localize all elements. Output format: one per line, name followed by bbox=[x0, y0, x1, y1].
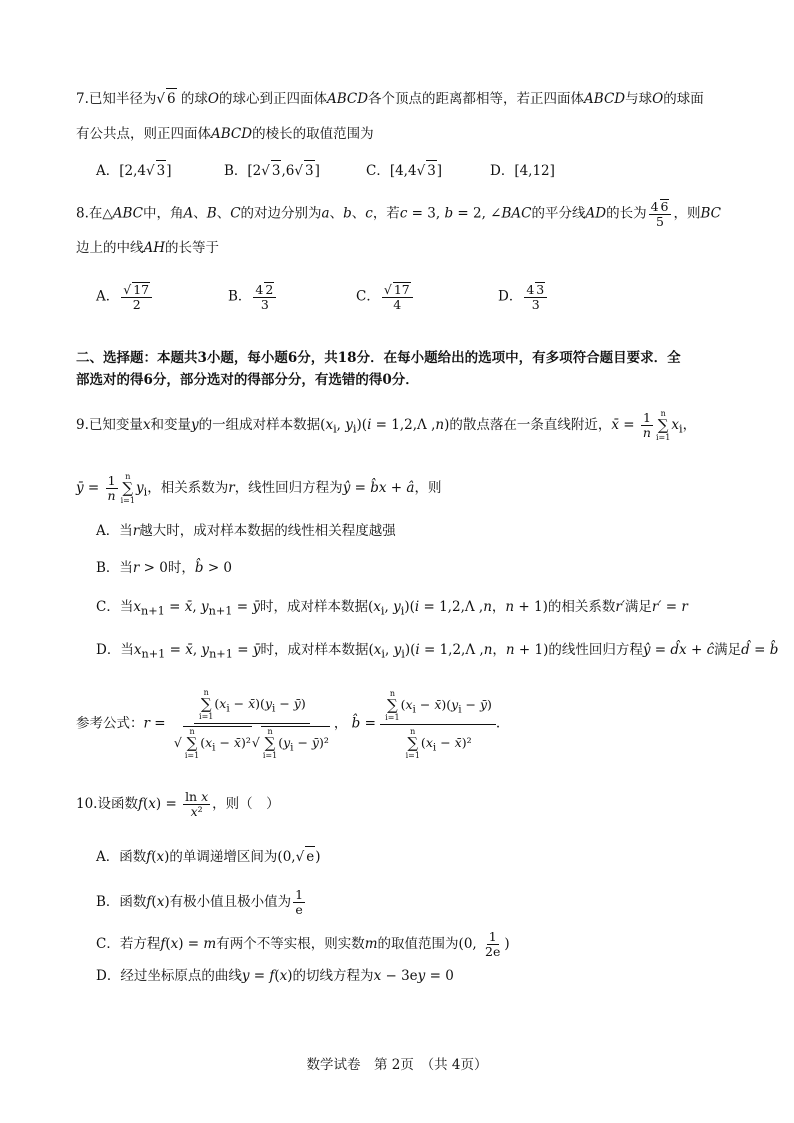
q7-option-b: B．[2√ 3,6√ 3] bbox=[224, 160, 366, 181]
q9-option-b: B．当r > 0时，b̂ > 0 bbox=[96, 560, 233, 576]
q10-option-c: C．若方程f(x) = m有两个不等实根，则实数m的取值范围为(0, $\frac{1}{2e}$ ) bbox=[96, 929, 510, 959]
q9-option-d: D．当$x_{n+1}$ = x̄, $y_{n+1}$ = ȳ时，成对样本数据($x_i$, $y_i)(i = 1,2,\Lambda$ ,n，n + 1)的线性回归方程ŷ = d̂x + ĉ满足d̂ = b̂ bbox=[96, 642, 779, 661]
section-heading-line1: 二、选择题：本题共3小题，每小题6分，共18分．在每小题给出的选项中，有多项符合题目要求．全 bbox=[76, 350, 681, 366]
section-heading-line2: 部选对的得6分，部分选对的得部分分，有选错的得0分． bbox=[76, 372, 419, 388]
q8-option-c: C． $\frac{√ 17}{4}$ bbox=[356, 282, 498, 312]
q8-option-b: B． $\frac{4 2}{3}$ bbox=[228, 282, 356, 312]
q7-stem-line2: 有公共点，则正四面体ABCD的棱长的取值范围为 bbox=[76, 126, 374, 142]
formula-r: n ∑ i=1 ($x_i$ − $x̄)(y_i$ − ȳ) √ n ∑ i=1 ($x_i$ − x̄)²√ n ∑ i=1 ($y_i$ − ȳ)² bbox=[173, 688, 329, 760]
q9-stem-line1: 9.已知变量x和变量y的一组成对样本数据($x_i$, $y_i)(i = 1,2,\Lambda$ ,n)的散点落在一条直线附近，x̄ = $\frac{1}{n}$ n ∑ i=1 $x_i$， bbox=[76, 409, 697, 442]
q8-options bbox=[96, 282, 549, 312]
q7-option-c: C．[4,4√ 3] bbox=[366, 160, 490, 181]
q8-option-d: D． $\frac{4 3}{3}$ bbox=[498, 282, 549, 312]
q9-reference-formula: 参考公式：r = n ∑ i=1 ($x_i$ − $x̄)(y_i$ − ȳ) √ n ∑ i=1 ($x_i$ − x̄)²√ n ∑ i=1 ($y_i$ − ȳ)² ， b̂ = n ∑ i=1 ($x_i$ − $x̄)(y_i$ − ȳ) n ∑ i=1 ($x_i$ − x̄)² . bbox=[76, 688, 501, 760]
q10-stem: 10.设函数f(x) = $\frac{\text{ln x}}{\text{x²}}$ ，则（ ） bbox=[76, 789, 280, 819]
q8-stem-line2: 边上的中线AH的长等于 bbox=[76, 240, 220, 256]
q10-option-b: B．函数f(x)有极小值且极小值为 $\frac{1}{e}$ bbox=[96, 887, 304, 917]
q7-stem-line1: 7.已知半径为√ 6 的球O的球心到正四面体ABCD各个顶点的距离都相等，若正四面体ABCD与球O的球面 bbox=[76, 88, 704, 109]
q7-option-d: D．[4,12] bbox=[490, 163, 555, 179]
q8-option-a: A． $\frac{√ 17}{2}$ bbox=[96, 282, 228, 312]
formula-label: 参考公式： bbox=[76, 715, 144, 732]
q10-option-a: A．函数f(x)的单调递增区间为(0,√ e) bbox=[96, 846, 320, 867]
q9-option-c: C．当$x_{n+1}$ = x̄, $y_{n+1}$ = ȳ时，成对样本数据($x_i$, $y_i)(i = 1,2,\Lambda$ ,n，n + 1)的相关系数r′满足r′ = r bbox=[96, 599, 688, 618]
q10-option-d: D．经过坐标原点的曲线y = f(x)的切线方程为x − 3ey = 0 bbox=[96, 968, 454, 984]
q7-option-a: A．[2,4√ 3] bbox=[96, 160, 224, 181]
page-footer: 数学试卷 第 2页 （共 4页） bbox=[306, 1057, 488, 1073]
formula-b: n ∑ i=1 ($x_i$ − $x̄)(y_i$ − ȳ) n ∑ i=1 ($x_i$ − x̄)² bbox=[380, 689, 496, 760]
q9-stem-line2: ȳ = $\frac{1}{n}$ n ∑ i=1 $y_i$，相关系数为r，线性回归方程为ŷ = b̂x + â，则 bbox=[76, 472, 442, 505]
q9-option-a: A．当r越大时，成对样本数据的线性相关程度越强 bbox=[96, 523, 396, 539]
q7-options bbox=[96, 160, 555, 181]
q8-stem-line1: 8.在△ABC中，角A、B、C的对边分别为a、b、c，若c = 3, b = 2, ∠BAC的平分线AD的长为 $\frac{4 6}{5}$ ，则BC bbox=[76, 199, 721, 229]
